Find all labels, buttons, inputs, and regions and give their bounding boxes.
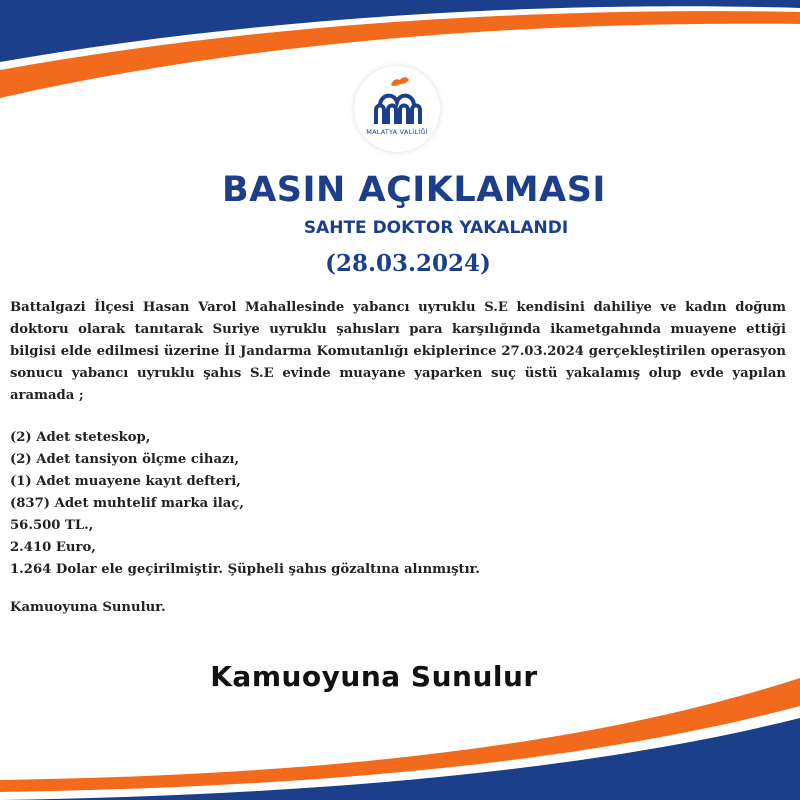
- list-item: 1.264 Dolar ele geçirilmiştir. Şüpheli şahıs gözaltına alınmıştır.: [10, 562, 480, 577]
- closing-banner: Kamuoyuna Sunulur: [210, 660, 538, 693]
- logo-text: MALATYA VALİLİĞİ: [366, 128, 428, 136]
- list-item: (2) Adet tansiyon ölçme cihazı,: [10, 452, 240, 467]
- list-item: 56.500 TL.,: [10, 518, 94, 533]
- list-item: (2) Adet steteskop,: [10, 430, 151, 445]
- list-item: (837) Adet muhtelif marka ilaç,: [10, 496, 244, 511]
- closing-line: Kamuoyuna Sunulur.: [10, 600, 166, 615]
- list-item: (1) Adet muayene kayıt defteri,: [10, 474, 241, 489]
- page-subtitle: SAHTE DOKTOR YAKALANDI: [303, 218, 569, 238]
- body-paragraph: Battalgazi İlçesi Hasan Varol Mahallesinde yabancı uyruklu S.E kendisini dahiliye ve kadın doğum doktoru olarak tanıtarak Suriye uyruklu şahısları para karşılığında ikametgahında muayene ettiği bilgisi elde edilmesi üzerine İl Jandarma Komutanlığı ekiplerince 27.03.2024 gerçekleştirilen operasyon sonucu yabancı uyruklu şahıs S.E evinde muayane yaparken suç üstü yakalamış olup evde yapılan aramada ;: [10, 300, 786, 403]
- seized-items-list: [10, 427, 770, 581]
- release-date: (28.03.2024): [325, 250, 491, 277]
- malatya-valiligi-logo-icon: [354, 66, 440, 152]
- page-title: BASIN AÇIKLAMASI: [222, 170, 606, 210]
- malatya-logo: [354, 66, 440, 152]
- list-item: 2.410 Euro,: [10, 540, 96, 555]
